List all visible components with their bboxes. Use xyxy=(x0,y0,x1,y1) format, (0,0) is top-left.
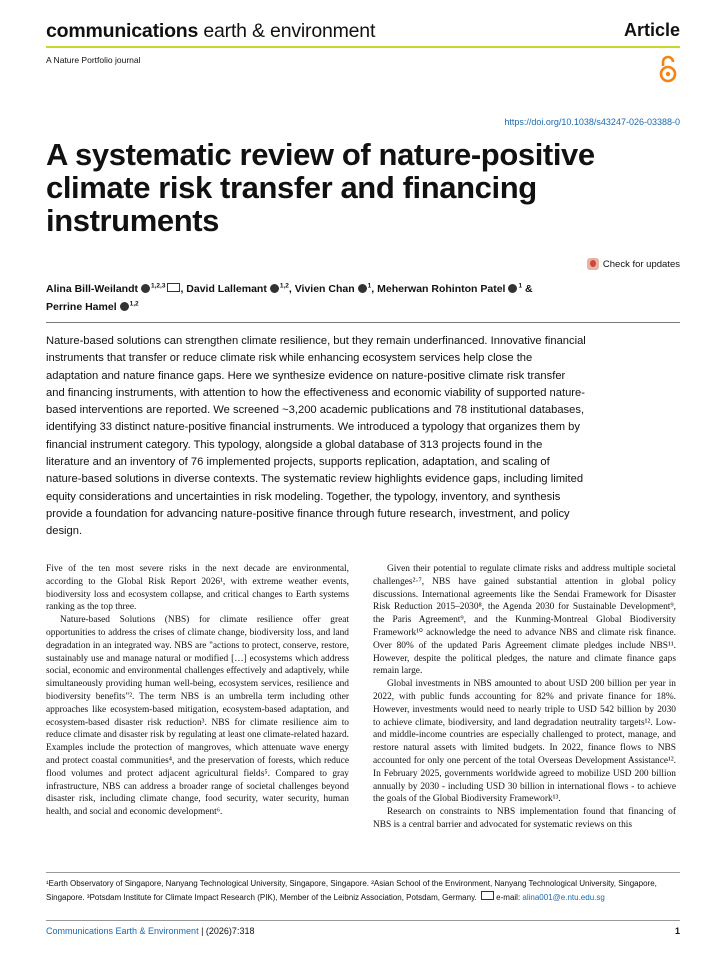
divider xyxy=(46,322,680,323)
header-accent-rule xyxy=(46,46,680,48)
author[interactable] xyxy=(186,283,294,295)
orcid-icon[interactable] xyxy=(508,284,517,293)
article-title: A systematic review of nature-positive climate risk transfer and financing instruments xyxy=(46,137,595,238)
author-separator: & xyxy=(522,282,533,295)
paragraph: Five of the ten most severe risks in the next decade are environmental, according to the Global Risk Report 2026¹, with extreme weather events, biodiversity loss and ecosystem collapse, and critical changes to Earth systems ranking as the top three. xyxy=(46,564,349,613)
portfolio-label: A Nature Portfolio journal xyxy=(46,55,141,65)
orcid-icon[interactable] xyxy=(141,284,150,293)
author[interactable] xyxy=(295,283,377,295)
divider xyxy=(46,920,680,921)
author[interactable] xyxy=(46,283,186,295)
body-column-left xyxy=(46,563,349,832)
author-name: Meherwan Rohinton Patel xyxy=(377,282,506,295)
journal-name: communications earth & environment xyxy=(46,20,376,42)
author-name: Vivien Chan xyxy=(294,282,355,295)
author-separator: , xyxy=(371,282,378,295)
email-icon[interactable] xyxy=(167,283,180,292)
author[interactable] xyxy=(46,301,139,313)
author-name: Alina Bill-Weilandt xyxy=(46,282,138,295)
footer-volume: | (2026)7:318 xyxy=(198,926,255,936)
footer-journal-link[interactable]: Communications Earth & Environment xyxy=(46,926,199,936)
affiliation-superscript: 1,2 xyxy=(279,282,289,289)
author-name: Perrine Hamel xyxy=(46,301,117,313)
footer-citation xyxy=(46,926,254,936)
page-number: 1 xyxy=(674,926,680,936)
body-text xyxy=(46,563,676,832)
affiliations xyxy=(46,877,686,905)
affiliation-superscript: 1 xyxy=(518,282,523,289)
body-column-right xyxy=(373,563,676,832)
affiliation-text: ¹Earth Observatory of Singapore, Nanyang Technological University, Singapore, Singapore. ²Asian School of the Environment, Nanyang Technological University, Singapore, Singapore. ³Potsdam Institute for Climate Impact Research (PIK), Member of the Leibniz Association, Potsdam, Germany. xyxy=(46,879,657,902)
author-separator: , xyxy=(180,282,187,295)
paragraph: Given their potential to regulate climate risks and address multiple societal challenges²·⁷, NBS have gained substantial attention in global policy discussions. International agreements like the Sendai Framework for Disaster Risk Reduction 2015–2030⁸, the Agenda 2030 for Sustainable Development⁹, the Paris Agreement⁹, and the Kunming-Montreal Global Biodiversity Framework¹⁰ acknowledge the need to advance NBS and climate risk finance. Over 80% of the updated Paris Agreement climate pledges include NBS¹¹. However, despite the political pledges, the nature and climate finance gaps remain large. xyxy=(373,564,676,677)
check-updates-icon xyxy=(587,258,599,270)
paragraph: Global investments in NBS amounted to about USD 200 billion per year in 2022, with public funds accounting for 82% and private finance for 18%. However, investments would need to nearly triple to USD 542 billion by 2030 to achieve climate, biodiversity, and land degradation neutrality targets¹². Low- and middle-income countries are especially challenged to protect, manage, and restore natural assets with limited budgets. In 2022, finance flows to NBS accounted for only one percent of the total Overseas Development Assistance¹². In February 2025, governments worldwide agreed to mobilize USD 200 billion annually by 2030 - including USD 30 billion in international flows - to achieve the goals of the Global Biodiversity Framework¹³. xyxy=(373,679,676,805)
email-label: e-mail: xyxy=(496,893,523,902)
author-name: David Lallemant xyxy=(186,282,267,295)
doi-link[interactable]: https://doi.org/10.1038/s43247-026-03388-0 xyxy=(504,117,680,127)
paragraph: Research on constraints to NBS implementation found that financing of NBS is a central barrier and advocated for systematic reviews on this xyxy=(373,807,676,830)
affiliation-superscript: 1,2,3 xyxy=(150,282,166,289)
affiliation-superscript: 1,2 xyxy=(129,300,139,308)
email-link[interactable]: alina001@e.ntu.edu.sg xyxy=(522,893,605,902)
article-type-label: Article xyxy=(623,20,680,40)
author-list xyxy=(46,278,606,315)
email-icon xyxy=(481,891,494,900)
open-access-icon xyxy=(658,55,678,83)
divider xyxy=(46,872,680,873)
check-for-updates-button[interactable] xyxy=(587,258,680,270)
author-separator: , xyxy=(288,282,295,295)
author[interactable] xyxy=(377,283,532,295)
orcid-icon[interactable] xyxy=(358,284,367,293)
affiliation-superscript: 1 xyxy=(367,282,372,289)
check-updates-label: Check for updates xyxy=(602,258,680,270)
orcid-icon[interactable] xyxy=(120,302,129,311)
paragraph: Nature-based Solutions (NBS) for climate resilience offer great opportunities to address the crises of climate change, biodiversity loss, and land degradation in an integrated way. NBS are "actions to protect, conserve, restore, sustainably use and manage natural or modified […] ecosystems which address social, economic and environmental challenges effectively and adaptively, while simultaneously providing human well-being, ecosystem services, resilience and biodiversity benefits"². The term NBS is an umbrella term including other approaches like ecosystem-based mitigation, ecosystem-based adaptation, and ecosystem-based disaster risk reduction³. NBS for climate resilience aim to reduce climate and disaster risk by regulating at least one climate-related hazard. Examples include the protection of mangroves, which attenuate wave energy and protect coastal communities⁴, and the preservation of forests, which reduce flood volumes and protect adjacent agricultural fields⁵. Compared to gray infrastructure, NBS can address a broader range of societal challenges beyond disaster risk, including climate change, food security, water security, human health, and social and economic development⁶. xyxy=(46,615,349,818)
orcid-icon[interactable] xyxy=(270,284,279,293)
abstract: Nature-based solutions can strengthen climate resilience, but they remain underfinanced. Innovative financial instruments that transfer or reduce climate risk while enhancing ecosystem services help close the adaptation and nature finance gaps. Here we synthesize evidence on nature-positive climate risk transfer and financing instruments, with attention to how the effectiveness and economic viability of supported nature-based interventions are reported. We screened ~3,200 academic publications and 78 institutional databases, identifying 33 distinct nature-positive financial instruments. We introduced a typology that organizes them by financial instrument category. This typology, alongside a global database of 313 projects found in the literature and an inventory of 76 implemented projects, supports replication, adaptation, and scaling of nature-based solutions in diverse contexts. The systematic review highlights evidence gaps, including limited equity considerations and uncertainties in risk modeling. Together, the typology, inventory, and synthesis provide a foundation for advancing nature-positive finance through future research, investment, and policy design. xyxy=(46,335,586,538)
